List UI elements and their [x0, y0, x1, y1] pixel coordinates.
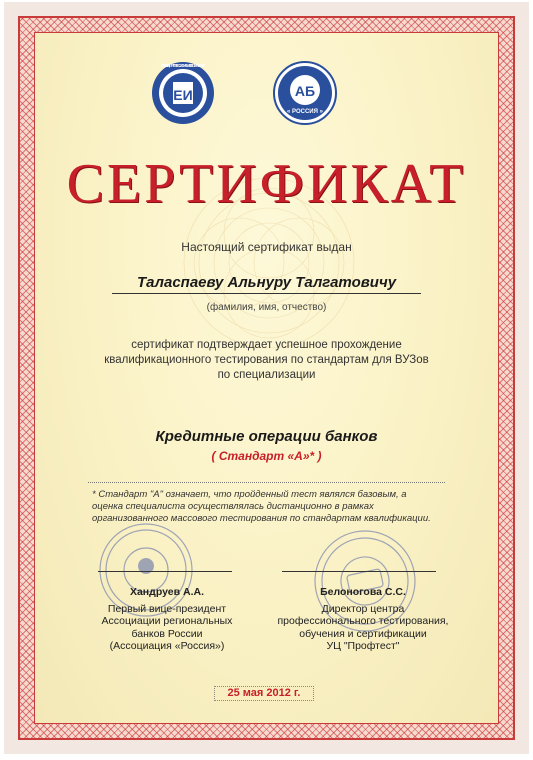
svg-text:ПРОФ ТЕСТ · ЦЕНТР ПРОФЕССИОНАЛ: ПРОФ ТЕСТ · ЦЕНТР ПРОФЕССИОНАЛЬНОГО ТЕСТИРОВАНИЯ	[160, 63, 206, 68]
specialization: Кредитные операции банков	[155, 428, 378, 445]
confirmation-line: по специализации	[217, 369, 316, 381]
association-russia-logo	[272, 60, 338, 126]
standard-label: ( Стандарт «А»* )	[211, 449, 322, 463]
right-signer-block	[268, 586, 458, 653]
certificate-title: СЕРТИФИКАТ	[66, 153, 467, 215]
left-signer-title: Ассоциации региональных	[101, 615, 233, 627]
proftest-logo	[150, 60, 216, 126]
right-signer-title: Директор центра	[321, 602, 405, 615]
right-signer-title: профессионального тестирования,	[277, 615, 449, 627]
confirmation-line: сертификат подтверждает успешное прохождение	[131, 339, 402, 351]
left-signer-title: Первый вице-президент	[107, 602, 227, 615]
footnote-divider	[88, 482, 445, 483]
right-signature-line	[282, 571, 436, 572]
right-signer-title: УЦ "Профтест"	[326, 640, 400, 652]
issue-date: 25 мая 2012 г.	[214, 686, 314, 701]
right-signer-name: Белоногова С.С.	[320, 586, 406, 598]
standard-footnote: * Стандарт "А" означает, что пройденный тест являлся базовым, а оценка специалиста осуществлялась дистанционно в рамках организованного массового тестирования по стандартам квалификации.	[92, 489, 431, 524]
svg-text:АБ: АБ	[294, 83, 316, 99]
confirmation-text	[30, 338, 503, 383]
left-signer-title: (Ассоциация «Россия»)	[109, 640, 225, 652]
left-signer-name: Хандруев А.А.	[129, 586, 205, 598]
confirmation-line: квалификационного тестирования по стандартам для ВУЗов	[104, 354, 429, 366]
left-signer-title: банков России	[131, 627, 203, 640]
recipient-hint: (фамилия, имя, отчество)	[206, 302, 327, 313]
right-signer-title: обучения и сертификации	[299, 627, 427, 640]
left-signer-block	[82, 586, 252, 653]
svg-text:ЕИ: ЕИ	[173, 87, 193, 103]
issued-to-text: Настоящий сертификат выдан	[181, 240, 352, 254]
left-signature-line	[98, 571, 232, 572]
svg-text:« РОССИЯ »: « РОССИЯ »	[287, 109, 323, 115]
recipient-name: Таласпаеву Альнуру Талгатовичу	[112, 274, 421, 294]
